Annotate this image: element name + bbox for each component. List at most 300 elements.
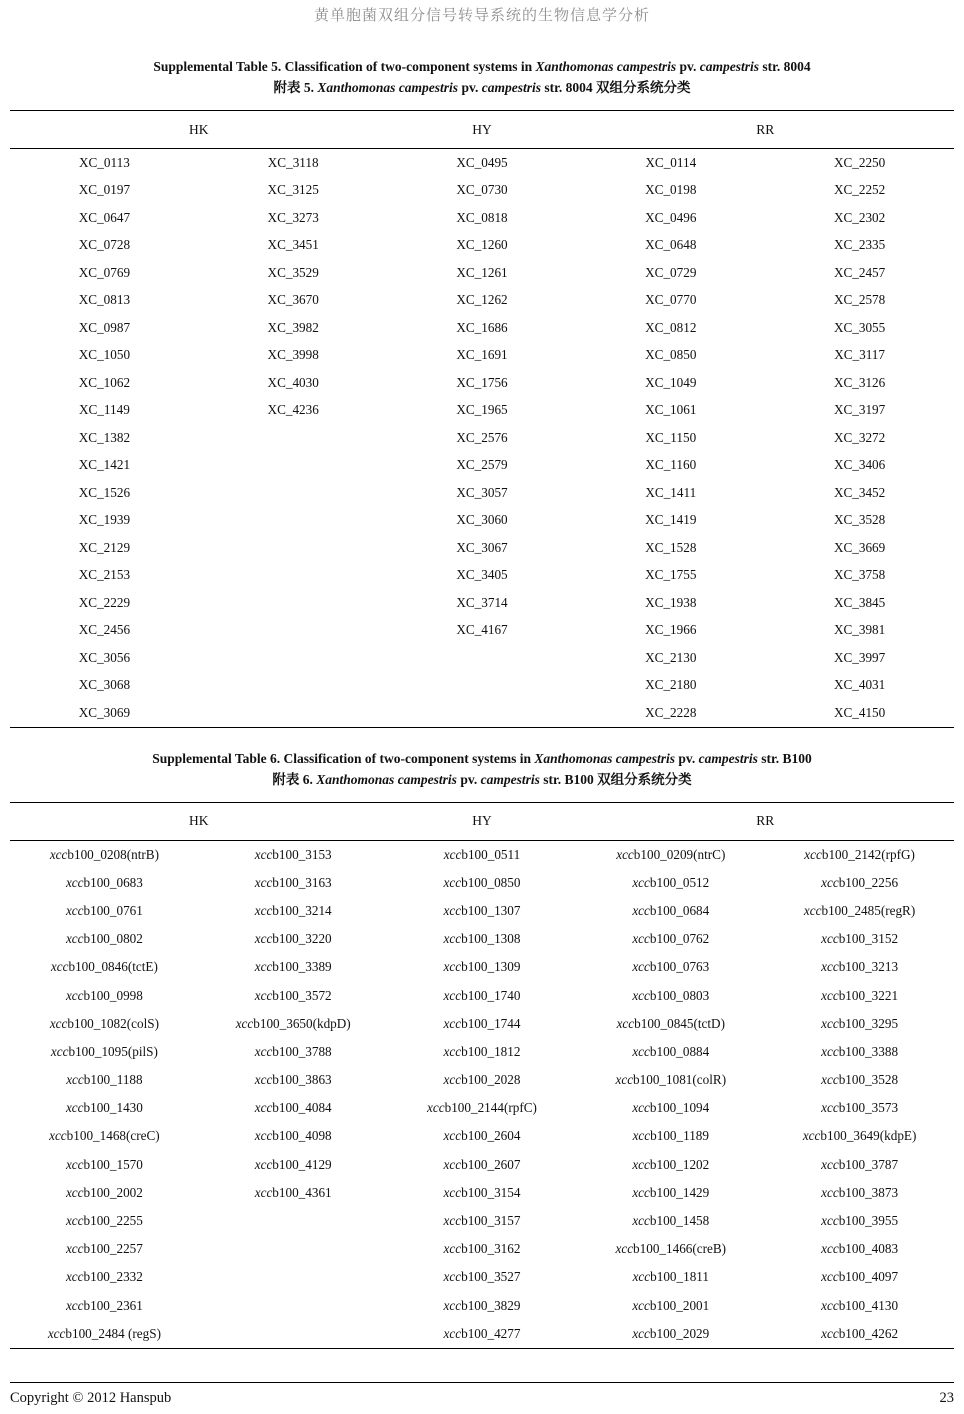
gene-prefix: xcc bbox=[616, 1015, 635, 1031]
table6 bbox=[10, 802, 954, 1349]
gene-cell: xccb100_2485(regR) bbox=[803, 902, 916, 918]
table-row bbox=[10, 1179, 954, 1207]
table-row bbox=[10, 981, 954, 1009]
table-row bbox=[10, 1263, 954, 1291]
gene-cell: XC_3997 bbox=[833, 649, 886, 665]
gene-cell: xccb100_1744 bbox=[443, 1015, 521, 1031]
gene-cell: xccb100_3295 bbox=[821, 1015, 899, 1031]
gene-cell: xccb100_2607 bbox=[443, 1156, 521, 1172]
gene-cell: xccb100_0208(ntrB) bbox=[49, 846, 159, 862]
gene-prefix: xcc bbox=[254, 1043, 273, 1059]
table5-caption bbox=[10, 56, 954, 98]
gene-prefix: xcc bbox=[821, 1100, 839, 1116]
table-row bbox=[10, 287, 954, 315]
column-header-rr: RR bbox=[576, 111, 954, 149]
gene-cell: XC_1050 bbox=[78, 347, 131, 363]
table-row bbox=[10, 1320, 954, 1349]
gene-cell: XC_0818 bbox=[456, 209, 508, 225]
gene-prefix: xcc bbox=[821, 959, 839, 975]
gene-cell: XC_3273 bbox=[267, 209, 319, 225]
gene-cell: XC_2228 bbox=[645, 704, 697, 720]
gene-cell: XC_1262 bbox=[456, 292, 508, 308]
gene-cell: xccb100_3388 bbox=[821, 1043, 899, 1059]
table-row bbox=[10, 314, 954, 342]
gene-cell: xccb100_4361 bbox=[254, 1184, 332, 1200]
gene-cell: xccb100_0763 bbox=[632, 959, 710, 975]
table-row bbox=[10, 589, 954, 617]
gene-cell: xccb100_3649(kdpE) bbox=[802, 1128, 917, 1144]
table-row bbox=[10, 1292, 954, 1320]
table-row bbox=[10, 1151, 954, 1179]
gene-cell: XC_2252 bbox=[833, 182, 886, 198]
gene-cell: xccb100_0846(tctE) bbox=[50, 959, 158, 975]
gene-cell: xccb100_2001 bbox=[632, 1297, 710, 1313]
gene-cell: XC_3060 bbox=[456, 512, 508, 528]
gene-cell: XC_1755 bbox=[645, 567, 697, 583]
gene-cell: XC_1160 bbox=[645, 457, 697, 473]
caption-text: str. B100 双组分系统分类 bbox=[539, 771, 692, 787]
gene-cell: XC_1419 bbox=[645, 512, 697, 528]
gene-cell bbox=[199, 699, 388, 727]
gene-cell: XC_0850 bbox=[645, 347, 697, 363]
gene-prefix: xcc bbox=[254, 959, 273, 975]
gene-prefix: xcc bbox=[443, 1043, 462, 1059]
gene-cell: xccb100_2332 bbox=[65, 1269, 143, 1285]
header-row bbox=[10, 111, 954, 149]
gene-cell: xccb100_0512 bbox=[632, 874, 710, 890]
gene-prefix: xcc bbox=[821, 1241, 839, 1257]
caption-text: pv. bbox=[456, 771, 481, 787]
gene-cell: XC_1062 bbox=[78, 374, 131, 390]
gene-cell: XC_3998 bbox=[267, 347, 319, 363]
gene-prefix: xcc bbox=[66, 1072, 84, 1088]
gene-prefix: xcc bbox=[443, 1128, 462, 1144]
gene-prefix: xcc bbox=[443, 987, 462, 1003]
gene-prefix: xcc bbox=[821, 1269, 839, 1285]
caption-text: 附表 6. bbox=[272, 771, 317, 787]
gene-cell: XC_1756 bbox=[456, 374, 508, 390]
gene-cell: xccb100_0845(tctD) bbox=[616, 1015, 725, 1031]
table-row bbox=[10, 925, 954, 953]
gene-cell: xccb100_2002 bbox=[65, 1184, 143, 1200]
gene-cell: xccb100_0802 bbox=[65, 931, 143, 947]
gene-cell: XC_4236 bbox=[267, 402, 319, 418]
gene-cell bbox=[199, 424, 388, 452]
gene-cell: XC_1149 bbox=[78, 402, 130, 418]
gene-cell: XC_1526 bbox=[78, 484, 131, 500]
table5-caption-zh bbox=[10, 77, 954, 98]
table-row bbox=[10, 232, 954, 260]
table-row bbox=[10, 1122, 954, 1150]
gene-cell: XC_3197 bbox=[833, 402, 886, 418]
gene-cell: XC_3669 bbox=[833, 539, 886, 555]
table-row bbox=[10, 342, 954, 370]
gene-cell: XC_0812 bbox=[645, 319, 697, 335]
gene-cell bbox=[199, 452, 388, 480]
gene-cell: xccb100_0850 bbox=[443, 874, 521, 890]
table6-caption-zh bbox=[10, 769, 954, 790]
gene-cell bbox=[388, 672, 577, 700]
gene-prefix: xcc bbox=[821, 1156, 839, 1172]
gene-cell: xccb100_1082(colS) bbox=[49, 1015, 159, 1031]
gene-cell: XC_3117 bbox=[834, 347, 885, 363]
gene-cell: xccb100_2028 bbox=[443, 1072, 521, 1088]
table5 bbox=[10, 110, 954, 728]
gene-cell: XC_3405 bbox=[456, 567, 508, 583]
gene-prefix: xcc bbox=[443, 1156, 462, 1172]
gene-prefix: xcc bbox=[443, 1241, 462, 1257]
gene-cell: XC_1421 bbox=[78, 457, 131, 473]
gene-cell: xccb100_1812 bbox=[443, 1043, 521, 1059]
gene-cell: xccb100_3214 bbox=[254, 902, 332, 918]
gene-cell: XC_3272 bbox=[833, 429, 886, 445]
gene-cell bbox=[388, 644, 577, 672]
gene-cell: xccb100_3153 bbox=[254, 846, 332, 862]
gene-cell: xccb100_3154 bbox=[443, 1184, 521, 1200]
gene-cell: XC_2302 bbox=[833, 209, 886, 225]
table-row bbox=[10, 840, 954, 869]
table-row bbox=[10, 1207, 954, 1235]
gene-prefix: xcc bbox=[443, 1325, 462, 1341]
gene-cell: xccb100_2604 bbox=[443, 1128, 521, 1144]
gene-cell: XC_3451 bbox=[267, 237, 319, 253]
gene-cell: XC_1411 bbox=[645, 484, 697, 500]
gene-prefix: xcc bbox=[49, 1128, 67, 1144]
gene-cell: xccb100_4277 bbox=[443, 1325, 521, 1341]
gene-cell: xccb100_3220 bbox=[254, 931, 332, 947]
gene-prefix: xcc bbox=[254, 931, 273, 947]
table-row bbox=[10, 1038, 954, 1066]
gene-prefix: xcc bbox=[254, 874, 273, 890]
gene-prefix: xcc bbox=[821, 1043, 839, 1059]
gene-cell bbox=[199, 1320, 388, 1349]
gene-cell bbox=[388, 699, 577, 727]
gene-cell: xccb100_1081(colR) bbox=[615, 1072, 727, 1088]
gene-prefix: xcc bbox=[821, 1213, 839, 1229]
table-row bbox=[10, 259, 954, 287]
gene-prefix: xcc bbox=[821, 1297, 839, 1313]
gene-cell: XC_3981 bbox=[833, 622, 886, 638]
gene-cell: xccb100_1466(creB) bbox=[615, 1241, 727, 1257]
table5-section bbox=[10, 56, 954, 728]
caption-text: pv. bbox=[458, 80, 482, 95]
gene-prefix: xcc bbox=[821, 874, 839, 890]
gene-prefix: xcc bbox=[443, 874, 462, 890]
column-header-hy: HY bbox=[388, 111, 577, 149]
table-row bbox=[10, 869, 954, 897]
gene-prefix: xcc bbox=[254, 1072, 273, 1088]
table5-caption-en bbox=[10, 56, 954, 77]
gene-cell bbox=[199, 479, 388, 507]
gene-cell: XC_3528 bbox=[833, 512, 886, 528]
copyright-text: Copyright © 2012 Hanspub bbox=[10, 1390, 172, 1406]
table-row bbox=[10, 177, 954, 205]
gene-prefix: xcc bbox=[254, 1128, 273, 1144]
caption-text: str. 8004 bbox=[759, 59, 811, 74]
gene-cell: xccb100_2029 bbox=[632, 1325, 710, 1341]
running-head: 黄单胞菌双组分信号转导系统的生物信息学分析 bbox=[313, 8, 650, 24]
gene-prefix: xcc bbox=[803, 902, 822, 918]
gene-cell: XC_3758 bbox=[833, 567, 886, 583]
gene-prefix: xcc bbox=[254, 1156, 273, 1172]
gene-prefix: xcc bbox=[632, 902, 650, 918]
table-row bbox=[10, 1010, 954, 1038]
gene-prefix: xcc bbox=[632, 874, 650, 890]
gene-cell: xccb100_1189 bbox=[632, 1128, 709, 1144]
gene-prefix: xcc bbox=[632, 1269, 651, 1285]
gene-prefix: xcc bbox=[443, 1072, 462, 1088]
gene-cell: XC_3406 bbox=[833, 457, 886, 473]
gene-cell: XC_3118 bbox=[267, 154, 319, 170]
gene-prefix: xcc bbox=[632, 1128, 651, 1144]
caption-text: str. B100 bbox=[757, 750, 812, 766]
page-number: 23 bbox=[939, 1390, 954, 1406]
gene-prefix: xcc bbox=[65, 1241, 84, 1257]
gene-cell: xccb100_0209(ntrC) bbox=[616, 846, 726, 862]
gene-prefix: xcc bbox=[65, 1100, 84, 1116]
gene-prefix: xcc bbox=[632, 1156, 650, 1172]
gene-cell: xccb100_4083 bbox=[821, 1241, 899, 1257]
gene-prefix: xcc bbox=[443, 846, 462, 862]
column-header-hy: HY bbox=[388, 802, 577, 840]
gene-cell: XC_4150 bbox=[833, 704, 886, 720]
gene-cell bbox=[199, 1263, 388, 1291]
gene-cell: XC_1049 bbox=[645, 374, 697, 390]
gene-prefix: xcc bbox=[804, 846, 822, 862]
gene-cell: XC_0495 bbox=[456, 154, 508, 170]
gene-prefix: xcc bbox=[615, 1241, 634, 1257]
gene-cell: xccb100_2256 bbox=[821, 874, 899, 890]
gene-prefix: xcc bbox=[65, 874, 84, 890]
gene-cell bbox=[199, 507, 388, 535]
gene-cell: xccb100_3152 bbox=[821, 931, 899, 947]
gene-cell: xccb100_3863 bbox=[254, 1072, 332, 1088]
gene-cell: xccb100_3389 bbox=[254, 959, 332, 975]
gene-prefix: xcc bbox=[65, 1184, 84, 1200]
gene-cell: xccb100_3572 bbox=[254, 987, 332, 1003]
gene-cell: xccb100_1094 bbox=[632, 1100, 710, 1116]
column-header-rr: RR bbox=[576, 802, 954, 840]
gene-cell: xccb100_3528 bbox=[821, 1072, 899, 1088]
gene-cell: xccb100_2142(rpfG) bbox=[804, 846, 915, 862]
gene-cell: XC_2229 bbox=[78, 594, 131, 610]
gene-cell: xccb100_1308 bbox=[443, 931, 521, 947]
gene-cell: xccb100_3955 bbox=[821, 1213, 899, 1229]
gene-cell: XC_3067 bbox=[456, 539, 508, 555]
gene-cell: XC_3714 bbox=[456, 594, 508, 610]
gene-cell: xccb100_2484 (regS) bbox=[47, 1325, 161, 1341]
gene-prefix: xcc bbox=[443, 1213, 462, 1229]
gene-cell: XC_0813 bbox=[78, 292, 131, 308]
gene-cell: XC_2579 bbox=[456, 457, 508, 473]
gene-cell: xccb100_3788 bbox=[254, 1043, 332, 1059]
gene-cell: XC_1938 bbox=[645, 594, 697, 610]
gene-cell: xccb100_0511 bbox=[443, 846, 521, 862]
gene-prefix: xcc bbox=[802, 1128, 821, 1144]
table-row bbox=[10, 617, 954, 645]
gene-cell: XC_2180 bbox=[645, 677, 697, 693]
caption-text: 附表 5. bbox=[273, 80, 318, 95]
gene-cell bbox=[199, 534, 388, 562]
gene-prefix: xcc bbox=[443, 959, 462, 975]
gene-cell: XC_2129 bbox=[78, 539, 131, 555]
table-row bbox=[10, 1235, 954, 1263]
gene-prefix: xcc bbox=[443, 1015, 462, 1031]
table-row bbox=[10, 424, 954, 452]
gene-prefix: xcc bbox=[254, 1184, 273, 1200]
table6-caption-en bbox=[10, 748, 954, 769]
gene-cell: XC_3529 bbox=[267, 264, 319, 280]
gene-prefix: xcc bbox=[632, 1184, 650, 1200]
gene-cell: xccb100_2144(rpfC) bbox=[427, 1100, 537, 1116]
gene-cell: XC_2457 bbox=[833, 264, 886, 280]
gene-cell: XC_0987 bbox=[78, 319, 131, 335]
gene-cell bbox=[199, 589, 388, 617]
caption-text: pv. bbox=[675, 750, 699, 766]
gene-prefix: xcc bbox=[443, 1297, 462, 1313]
table-row bbox=[10, 1066, 954, 1094]
gene-prefix: xcc bbox=[443, 902, 462, 918]
gene-prefix: xcc bbox=[632, 1325, 650, 1341]
gene-cell: xccb100_3163 bbox=[254, 874, 332, 890]
gene-cell: xccb100_3573 bbox=[821, 1100, 899, 1116]
gene-cell: XC_1150 bbox=[645, 429, 697, 445]
gene-cell: xccb100_3873 bbox=[821, 1184, 899, 1200]
gene-cell: xccb100_1309 bbox=[443, 959, 521, 975]
gene-cell: XC_2130 bbox=[645, 649, 697, 665]
gene-cell: xccb100_0761 bbox=[65, 902, 143, 918]
gene-prefix: xcc bbox=[632, 959, 650, 975]
gene-cell: XC_0197 bbox=[78, 182, 131, 198]
gene-cell: XC_1528 bbox=[645, 539, 697, 555]
gene-cell: xccb100_0684 bbox=[632, 902, 710, 918]
gene-cell: XC_0647 bbox=[78, 209, 131, 225]
gene-cell: XC_3452 bbox=[833, 484, 886, 500]
gene-cell bbox=[199, 1292, 388, 1320]
gene-cell bbox=[199, 1207, 388, 1235]
gene-prefix: xcc bbox=[821, 1184, 839, 1200]
gene-prefix: xcc bbox=[632, 1043, 650, 1059]
gene-prefix: xcc bbox=[632, 1100, 650, 1116]
gene-cell: xccb100_3650(kdpD) bbox=[235, 1015, 351, 1031]
gene-cell: XC_2578 bbox=[833, 292, 886, 308]
gene-cell: XC_1965 bbox=[456, 402, 508, 418]
column-header-hk: HK bbox=[10, 802, 388, 840]
gene-cell: XC_4167 bbox=[456, 622, 508, 638]
gene-cell: XC_2456 bbox=[78, 622, 131, 638]
gene-cell: XC_3057 bbox=[456, 484, 508, 500]
gene-cell: xccb100_1570 bbox=[65, 1156, 143, 1172]
gene-cell bbox=[199, 562, 388, 590]
gene-cell: xccb100_1740 bbox=[443, 987, 521, 1003]
caption-text: str. 8004 双组分系统分类 bbox=[540, 80, 691, 95]
gene-cell: xccb100_0884 bbox=[632, 1043, 710, 1059]
table-row bbox=[10, 397, 954, 425]
gene-cell: XC_0198 bbox=[645, 182, 697, 198]
gene-cell: XC_3055 bbox=[833, 319, 886, 335]
gene-cell: XC_1939 bbox=[78, 512, 131, 528]
gene-prefix: xcc bbox=[821, 1325, 839, 1341]
table-row bbox=[10, 953, 954, 981]
gene-cell: xccb100_1458 bbox=[632, 1213, 710, 1229]
gene-prefix: xcc bbox=[49, 1015, 68, 1031]
gene-cell: XC_2153 bbox=[78, 567, 131, 583]
gene-cell: xccb100_1307 bbox=[443, 902, 521, 918]
species-name: Xanthomonas campestris bbox=[535, 59, 677, 74]
gene-prefix: xcc bbox=[632, 1213, 650, 1229]
gene-prefix: xcc bbox=[65, 902, 84, 918]
gene-prefix: xcc bbox=[65, 1213, 84, 1229]
gene-cell: xccb100_4084 bbox=[254, 1100, 332, 1116]
table-row bbox=[10, 644, 954, 672]
gene-cell: xccb100_4098 bbox=[254, 1128, 332, 1144]
gene-cell: XC_1966 bbox=[645, 622, 697, 638]
gene-prefix: xcc bbox=[50, 959, 69, 975]
gene-cell: xccb100_1095(pilS) bbox=[50, 1043, 158, 1059]
species-name: Xanthomonas campestris bbox=[317, 80, 459, 95]
gene-prefix: xcc bbox=[821, 1072, 839, 1088]
gene-cell: XC_2250 bbox=[833, 154, 886, 170]
gene-cell: xccb100_1811 bbox=[632, 1269, 709, 1285]
gene-cell: XC_3125 bbox=[267, 182, 319, 198]
gene-cell: XC_1261 bbox=[456, 264, 508, 280]
gene-cell: XC_4030 bbox=[267, 374, 319, 390]
gene-prefix: xcc bbox=[65, 1269, 84, 1285]
gene-prefix: xcc bbox=[821, 1015, 839, 1031]
gene-prefix: xcc bbox=[821, 987, 839, 1003]
species-name: campestris bbox=[481, 80, 541, 95]
gene-prefix: xcc bbox=[49, 846, 68, 862]
gene-cell: XC_1061 bbox=[645, 402, 697, 418]
table6-section bbox=[10, 748, 954, 1349]
gene-prefix: xcc bbox=[632, 987, 650, 1003]
table-row bbox=[10, 534, 954, 562]
column-header-hk: HK bbox=[10, 111, 388, 149]
gene-cell: xccb100_3829 bbox=[443, 1297, 521, 1313]
gene-prefix: xcc bbox=[254, 987, 273, 1003]
table-row bbox=[10, 672, 954, 700]
table-row bbox=[10, 204, 954, 232]
gene-cell: XC_0769 bbox=[78, 264, 131, 280]
table-row bbox=[10, 479, 954, 507]
gene-cell: xccb100_3157 bbox=[443, 1213, 521, 1229]
gene-cell: xccb100_1429 bbox=[632, 1184, 710, 1200]
gene-prefix: xcc bbox=[443, 1184, 462, 1200]
gene-cell: xccb100_1430 bbox=[65, 1100, 143, 1116]
page-footer bbox=[10, 1382, 954, 1410]
gene-cell: xccb100_4262 bbox=[821, 1325, 899, 1341]
gene-cell: XC_0496 bbox=[645, 209, 697, 225]
species-name: campestris bbox=[480, 771, 540, 787]
gene-cell: XC_2576 bbox=[456, 429, 508, 445]
gene-cell: xccb100_0998 bbox=[65, 987, 143, 1003]
gene-cell: XC_0770 bbox=[645, 292, 697, 308]
gene-prefix: xcc bbox=[443, 1269, 462, 1285]
gene-prefix: xcc bbox=[616, 846, 634, 862]
gene-cell: XC_0114 bbox=[645, 154, 697, 170]
species-name: Xanthomonas campestris bbox=[316, 771, 457, 787]
gene-prefix: xcc bbox=[50, 1043, 69, 1059]
gene-prefix: xcc bbox=[443, 931, 462, 947]
gene-prefix: xcc bbox=[254, 1100, 273, 1116]
table-row bbox=[10, 369, 954, 397]
header-row bbox=[10, 802, 954, 840]
gene-cell: XC_1686 bbox=[456, 319, 508, 335]
gene-cell: xccb100_3787 bbox=[821, 1156, 899, 1172]
gene-cell: XC_2335 bbox=[833, 237, 886, 253]
gene-cell bbox=[199, 617, 388, 645]
gene-cell: XC_0730 bbox=[456, 182, 508, 198]
